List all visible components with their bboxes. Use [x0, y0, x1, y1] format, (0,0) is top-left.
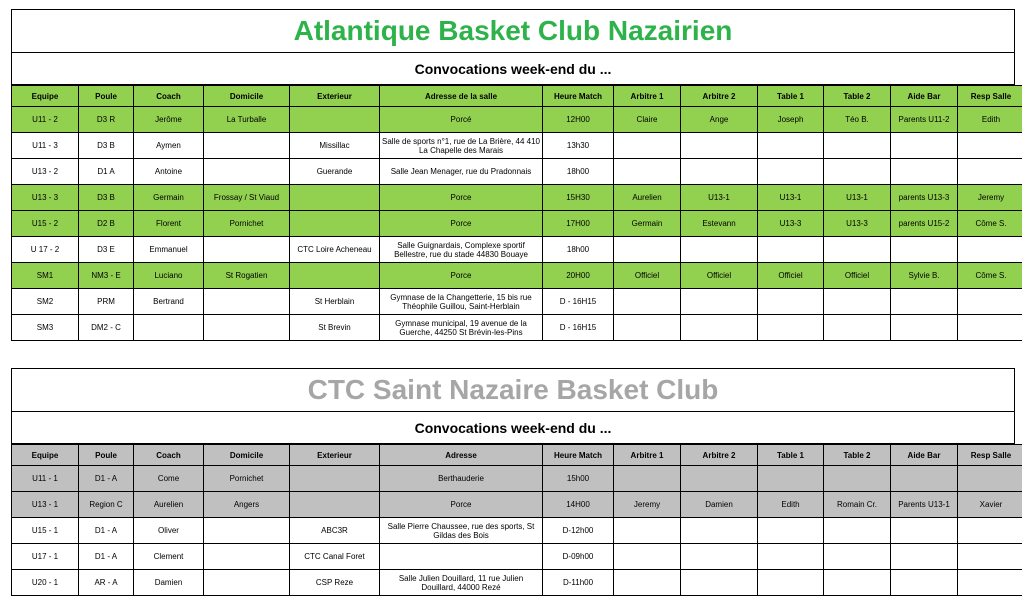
cell-coach: Antoine — [134, 159, 204, 185]
cell-aide-bar — [891, 466, 958, 492]
cell-poule: DM2 - C — [79, 315, 134, 341]
cell-arbitre-2: Officiel — [681, 263, 758, 289]
cell-arbitre-1: Claire — [614, 107, 681, 133]
cell-coach: Aymen — [134, 133, 204, 159]
cell-arbitre-1 — [614, 570, 681, 596]
cell-table-1 — [758, 159, 824, 185]
cell-poule: D1 - A — [79, 544, 134, 570]
cell-equipe: U 17 - 2 — [12, 237, 79, 263]
club2-subtitle: Convocations week-end du ... — [11, 412, 1015, 444]
cell-adresse: Salle Jean Menager, rue du Pradonnais — [380, 159, 543, 185]
header-table-1: Table 1 — [758, 445, 824, 466]
header-domicile: Domicile — [204, 445, 290, 466]
cell-aide-bar — [891, 315, 958, 341]
cell-table-2: Romain Cr. — [824, 492, 891, 518]
cell-resp-salle — [958, 159, 1022, 185]
cell-adresse — [380, 544, 543, 570]
cell-arbitre-1 — [614, 544, 681, 570]
header-aide-bar: Aide Bar — [891, 445, 958, 466]
header-arbitre-1: Arbitre 1 — [614, 445, 681, 466]
cell-heure-match: D-09h00 — [543, 544, 614, 570]
cell-aide-bar: Sylvie B. — [891, 263, 958, 289]
cell-domicile — [204, 518, 290, 544]
cell-poule: NM3 - E — [79, 263, 134, 289]
cell-arbitre-2 — [681, 518, 758, 544]
cell-table-1 — [758, 544, 824, 570]
cell-equipe: U20 - 1 — [12, 570, 79, 596]
cell-equipe: U13 - 2 — [12, 159, 79, 185]
cell-equipe: U17 - 1 — [12, 544, 79, 570]
cell-resp-salle: Côme S. — [958, 211, 1022, 237]
cell-domicile: Pornichet — [204, 466, 290, 492]
table-row — [12, 544, 1022, 570]
cell-poule: D1 - A — [79, 466, 134, 492]
cell-domicile: Pornichet — [204, 211, 290, 237]
header-adresse: Adresse de la salle — [380, 86, 543, 107]
table-row — [12, 492, 1022, 518]
cell-coach: Aurelien — [134, 492, 204, 518]
cell-poule: D1 - A — [79, 518, 134, 544]
cell-aide-bar — [891, 570, 958, 596]
cell-poule: D3 B — [79, 133, 134, 159]
cell-resp-salle: Edith — [958, 107, 1022, 133]
cell-resp-salle — [958, 466, 1022, 492]
table-row — [12, 211, 1022, 237]
club1-section — [11, 9, 1015, 341]
table-row — [12, 107, 1022, 133]
cell-table-2 — [824, 544, 891, 570]
cell-arbitre-2 — [681, 315, 758, 341]
cell-adresse: Salle Julien Douillard, 11 rue Julien Douillard, 44000 Rezé — [380, 570, 543, 596]
cell-domicile — [204, 570, 290, 596]
cell-exterieur — [290, 466, 380, 492]
header-coach: Coach — [134, 86, 204, 107]
cell-table-1: U13-1 — [758, 185, 824, 211]
cell-aide-bar — [891, 237, 958, 263]
cell-aide-bar — [891, 518, 958, 544]
cell-table-2: U13-1 — [824, 185, 891, 211]
cell-heure-match: 18h00 — [543, 237, 614, 263]
cell-equipe: U11 - 3 — [12, 133, 79, 159]
cell-exterieur — [290, 492, 380, 518]
club2-title: CTC Saint Nazaire Basket Club — [11, 368, 1015, 412]
club1-schedule-table — [11, 85, 1022, 341]
cell-arbitre-1 — [614, 237, 681, 263]
table-row — [12, 570, 1022, 596]
cell-adresse: Porcé — [380, 107, 543, 133]
cell-heure-match: D-12h00 — [543, 518, 614, 544]
cell-adresse: Porce — [380, 492, 543, 518]
header-heure-match: Heure Match — [543, 445, 614, 466]
cell-poule: PRM — [79, 289, 134, 315]
cell-arbitre-2 — [681, 289, 758, 315]
cell-coach: Jerôme — [134, 107, 204, 133]
cell-adresse: Salle Pierre Chaussee, rue des sports, St Gildas des Bois — [380, 518, 543, 544]
header-adresse: Adresse — [380, 445, 543, 466]
cell-resp-salle — [958, 518, 1022, 544]
cell-domicile — [204, 159, 290, 185]
cell-exterieur: ABC3R — [290, 518, 380, 544]
cell-equipe: U11 - 2 — [12, 107, 79, 133]
cell-table-1: Joseph — [758, 107, 824, 133]
header-resp-salle: Resp Salle — [958, 445, 1022, 466]
table-row — [12, 263, 1022, 289]
cell-heure-match: 12H00 — [543, 107, 614, 133]
header-exterieur: Exterieur — [290, 86, 380, 107]
cell-arbitre-2 — [681, 133, 758, 159]
cell-arbitre-2: U13-1 — [681, 185, 758, 211]
cell-table-2 — [824, 570, 891, 596]
cell-equipe: SM2 — [12, 289, 79, 315]
club2-section — [11, 368, 1015, 596]
cell-equipe: SM1 — [12, 263, 79, 289]
cell-exterieur: St Herblain — [290, 289, 380, 315]
table-row — [12, 289, 1022, 315]
cell-poule: D3 B — [79, 185, 134, 211]
cell-adresse: Berthauderie — [380, 466, 543, 492]
cell-table-2 — [824, 315, 891, 341]
cell-coach: Emmanuel — [134, 237, 204, 263]
cell-arbitre-2 — [681, 466, 758, 492]
cell-exterieur: CSP Reze — [290, 570, 380, 596]
cell-domicile: St Rogatien — [204, 263, 290, 289]
cell-table-2 — [824, 518, 891, 544]
cell-domicile: Angers — [204, 492, 290, 518]
cell-resp-salle: Xavier — [958, 492, 1022, 518]
cell-arbitre-2 — [681, 159, 758, 185]
cell-arbitre-2 — [681, 237, 758, 263]
cell-coach: Damien — [134, 570, 204, 596]
cell-heure-match: 15H30 — [543, 185, 614, 211]
cell-table-1 — [758, 570, 824, 596]
cell-exterieur: CTC Canal Foret — [290, 544, 380, 570]
cell-exterieur: St Brevin — [290, 315, 380, 341]
cell-exterieur: Missillac — [290, 133, 380, 159]
cell-equipe: U15 - 1 — [12, 518, 79, 544]
cell-exterieur — [290, 185, 380, 211]
cell-heure-match: D - 16H15 — [543, 289, 614, 315]
cell-aide-bar: parents U15-2 — [891, 211, 958, 237]
cell-table-1 — [758, 289, 824, 315]
header-domicile: Domicile — [204, 86, 290, 107]
cell-arbitre-2 — [681, 544, 758, 570]
cell-table-2: Officiel — [824, 263, 891, 289]
cell-poule: D3 E — [79, 237, 134, 263]
cell-table-2 — [824, 159, 891, 185]
cell-poule: D3 R — [79, 107, 134, 133]
cell-poule: D1 A — [79, 159, 134, 185]
cell-equipe: U11 - 1 — [12, 466, 79, 492]
cell-heure-match: 18h00 — [543, 159, 614, 185]
cell-poule: AR - A — [79, 570, 134, 596]
cell-coach: Oliver — [134, 518, 204, 544]
cell-table-2: Téo B. — [824, 107, 891, 133]
cell-domicile — [204, 237, 290, 263]
cell-table-2 — [824, 133, 891, 159]
cell-adresse: Salle Guignardais, Complexe sportif Bellestre, rue du stade 44830 Bouaye — [380, 237, 543, 263]
cell-heure-match: 13h30 — [543, 133, 614, 159]
cell-domicile: La Turballe — [204, 107, 290, 133]
cell-domicile — [204, 544, 290, 570]
header-arbitre-1: Arbitre 1 — [614, 86, 681, 107]
cell-domicile — [204, 289, 290, 315]
cell-heure-match: 15h00 — [543, 466, 614, 492]
cell-resp-salle — [958, 315, 1022, 341]
cell-arbitre-1 — [614, 518, 681, 544]
header-table-2: Table 2 — [824, 86, 891, 107]
club2-schedule-table — [11, 444, 1022, 596]
cell-heure-match: 17H00 — [543, 211, 614, 237]
header-resp-salle: Resp Salle — [958, 86, 1022, 107]
table-row — [12, 133, 1022, 159]
cell-table-1 — [758, 518, 824, 544]
cell-arbitre-2: Estevann — [681, 211, 758, 237]
cell-domicile — [204, 315, 290, 341]
header-arbitre-2: Arbitre 2 — [681, 86, 758, 107]
cell-arbitre-2: Ange — [681, 107, 758, 133]
cell-resp-salle — [958, 544, 1022, 570]
cell-arbitre-2: Damien — [681, 492, 758, 518]
cell-arbitre-1 — [614, 159, 681, 185]
cell-arbitre-1: Aurelien — [614, 185, 681, 211]
cell-poule: Region C — [79, 492, 134, 518]
header-table-2: Table 2 — [824, 445, 891, 466]
cell-coach: Come — [134, 466, 204, 492]
cell-adresse: Porce — [380, 263, 543, 289]
cell-aide-bar — [891, 133, 958, 159]
cell-coach: Clement — [134, 544, 204, 570]
cell-adresse: Salle de sports n°1, rue de La Brière, 44 410 La Chapelle des Marais — [380, 133, 543, 159]
header-coach: Coach — [134, 445, 204, 466]
table-row — [12, 315, 1022, 341]
cell-coach: Luciano — [134, 263, 204, 289]
header-heure-match: Heure Match — [543, 86, 614, 107]
table-row — [12, 466, 1022, 492]
cell-aide-bar: parents U13-3 — [891, 185, 958, 211]
club1-title: Atlantique Basket Club Nazairien — [11, 9, 1015, 53]
cell-table-2 — [824, 289, 891, 315]
cell-heure-match: 14H00 — [543, 492, 614, 518]
header-poule: Poule — [79, 86, 134, 107]
cell-arbitre-1 — [614, 289, 681, 315]
cell-coach: Florent — [134, 211, 204, 237]
cell-adresse: Gymnase municipal, 19 avenue de la Guerche, 44250 St Brévin-les-Pins — [380, 315, 543, 341]
header-exterieur: Exterieur — [290, 445, 380, 466]
cell-coach — [134, 315, 204, 341]
cell-domicile: Frossay / St Viaud — [204, 185, 290, 211]
cell-exterieur: CTC Loire Acheneau — [290, 237, 380, 263]
cell-exterieur — [290, 107, 380, 133]
cell-table-1: U13-3 — [758, 211, 824, 237]
header-table-1: Table 1 — [758, 86, 824, 107]
cell-coach: Bertrand — [134, 289, 204, 315]
header-poule: Poule — [79, 445, 134, 466]
cell-heure-match: D - 16H15 — [543, 315, 614, 341]
header-equipe: Equipe — [12, 445, 79, 466]
cell-resp-salle — [958, 237, 1022, 263]
cell-table-1 — [758, 237, 824, 263]
cell-heure-match: 20H00 — [543, 263, 614, 289]
cell-exterieur — [290, 263, 380, 289]
cell-domicile — [204, 133, 290, 159]
cell-table-2: U13-3 — [824, 211, 891, 237]
table-row — [12, 518, 1022, 544]
cell-arbitre-1 — [614, 315, 681, 341]
cell-table-2 — [824, 466, 891, 492]
cell-adresse: Porce — [380, 185, 543, 211]
cell-equipe: U13 - 3 — [12, 185, 79, 211]
cell-arbitre-1 — [614, 466, 681, 492]
cell-arbitre-2 — [681, 570, 758, 596]
cell-equipe: U13 - 1 — [12, 492, 79, 518]
table-row — [12, 159, 1022, 185]
cell-resp-salle — [958, 289, 1022, 315]
cell-aide-bar — [891, 159, 958, 185]
cell-coach: Germain — [134, 185, 204, 211]
cell-equipe: U15 - 2 — [12, 211, 79, 237]
header-equipe: Equipe — [12, 86, 79, 107]
cell-arbitre-1 — [614, 133, 681, 159]
cell-table-2 — [824, 237, 891, 263]
cell-resp-salle — [958, 133, 1022, 159]
club1-subtitle: Convocations week-end du ... — [11, 53, 1015, 85]
cell-table-1: Officiel — [758, 263, 824, 289]
cell-adresse: Gymnase de la Changetterie, 15 bis rue Théophile Guillou, Saint-Herblain — [380, 289, 543, 315]
cell-arbitre-1: Officiel — [614, 263, 681, 289]
cell-arbitre-1: Jeremy — [614, 492, 681, 518]
cell-exterieur — [290, 211, 380, 237]
table-row — [12, 237, 1022, 263]
table-row — [12, 185, 1022, 211]
header-aide-bar: Aide Bar — [891, 86, 958, 107]
cell-resp-salle — [958, 570, 1022, 596]
cell-resp-salle: Jeremy — [958, 185, 1022, 211]
cell-resp-salle: Côme S. — [958, 263, 1022, 289]
header-arbitre-2: Arbitre 2 — [681, 445, 758, 466]
cell-heure-match: D-11h00 — [543, 570, 614, 596]
cell-aide-bar: Parents U11-2 — [891, 107, 958, 133]
cell-table-1: Edith — [758, 492, 824, 518]
cell-poule: D2 B — [79, 211, 134, 237]
cell-adresse: Porce — [380, 211, 543, 237]
cell-aide-bar — [891, 289, 958, 315]
header-row — [12, 445, 1022, 466]
cell-table-1 — [758, 315, 824, 341]
cell-aide-bar: Parents U13-1 — [891, 492, 958, 518]
cell-arbitre-1: Germain — [614, 211, 681, 237]
header-row — [12, 86, 1022, 107]
cell-table-1 — [758, 466, 824, 492]
cell-exterieur: Guerande — [290, 159, 380, 185]
cell-equipe: SM3 — [12, 315, 79, 341]
cell-aide-bar — [891, 544, 958, 570]
cell-table-1 — [758, 133, 824, 159]
